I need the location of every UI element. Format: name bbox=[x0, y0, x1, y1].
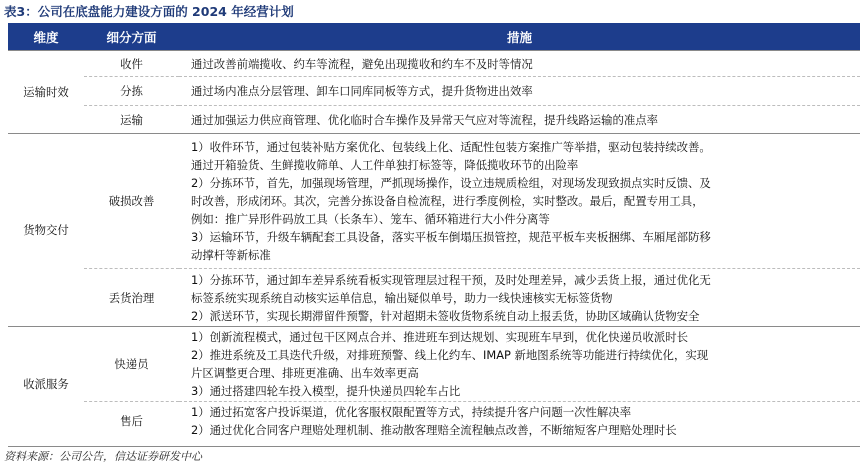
table-header-row bbox=[8, 23, 860, 51]
table-row bbox=[8, 269, 860, 327]
measures-cell bbox=[179, 327, 860, 402]
header-measures: 措施 bbox=[179, 23, 860, 51]
source-note: 资料来源：公司公告，信达证券研发中心 bbox=[4, 450, 202, 463]
measures-cell bbox=[179, 77, 860, 106]
measures-cell bbox=[179, 402, 860, 441]
measure-line: 例如：推广异形件码放工具（长条车）、笼车、循环箱进行大小件分离等 bbox=[191, 212, 550, 226]
measure-line: 3）运输环节，升级车辆配套工具设备，落实平板车倒塌压损管控，规范平板车夹板捆绑、车厢尾部防移 bbox=[191, 230, 711, 244]
measure-line: 2）通过优化合同客户理赔处理机制、推动散客理赔全流程触点改善，不断缩短客户理赔处理时长 bbox=[191, 423, 677, 437]
measures-cell bbox=[179, 51, 860, 77]
table-row bbox=[8, 77, 860, 106]
measure-line: 1）分拣环节，通过卸车差异系统看板实现管理层过程干预，及时处理差异，减少丢货上报，通过优化无 bbox=[191, 272, 711, 287]
measure-line: 通过加强运力供应商管理、优化临时合车操作及异常天气应对等流程，提升线路运输的准点率 bbox=[191, 112, 659, 127]
dimension-cell: 收派服务 bbox=[8, 327, 84, 441]
measure-line: 时改善，形成闭环。其次，完善分拣设备自检流程，进行季度例检，实时整改。最后，配置专用工具， bbox=[191, 194, 704, 208]
measure-line: 2）派送环节，实现长期滞留件预警，针对超期未签收货物系统自动上报丢货，协助区域确认货物安全 bbox=[191, 308, 700, 323]
operating-plan-table bbox=[8, 23, 860, 440]
table-row bbox=[8, 402, 860, 441]
sub-cell: 售后 bbox=[84, 402, 179, 441]
sub-cell: 丢货治理 bbox=[84, 269, 179, 327]
measures-cell bbox=[179, 106, 860, 134]
measure-line: 通过改善前端揽收、约车等流程，避免出现揽收和约车不及时等情况 bbox=[191, 56, 533, 71]
table-row bbox=[8, 51, 860, 77]
sub-cell: 快递员 bbox=[84, 327, 179, 402]
measure-line: 1）收件环节，通过包装补贴方案优化、包装线上化、适配性包装方案推广等举措，驱动包装持续改善。 bbox=[191, 140, 711, 154]
measures-cell bbox=[179, 269, 860, 327]
dimension-cell: 货物交付 bbox=[8, 134, 84, 327]
sub-cell: 运输 bbox=[84, 106, 179, 134]
header-sub: 细分方面 bbox=[84, 23, 179, 51]
measure-line: 2）推进系统及工具迭代升级，对排班预警、线上化约车、IMAP 新地图系统等功能进行持续优化，实现 bbox=[191, 348, 709, 362]
dimension-cell: 运输时效 bbox=[8, 51, 84, 134]
sub-cell: 分拣 bbox=[84, 77, 179, 106]
measure-line: 动撑杆等新标准 bbox=[191, 248, 271, 262]
measure-line: 1）创新流程模式，通过包干区网点合并、推进班车到达规划、实现班车早到，优化快递员收派时长 bbox=[191, 330, 689, 344]
measure-line: 3）通过搭建四轮车投入模型，提升快递员四轮车占比 bbox=[191, 384, 461, 398]
measure-line: 片区调整更合理、排班更准确、出车效率更高 bbox=[191, 366, 419, 380]
measures-cell bbox=[179, 134, 860, 269]
table-row bbox=[8, 106, 860, 134]
sub-cell: 破损改善 bbox=[84, 134, 179, 269]
table-row bbox=[8, 327, 860, 402]
measure-line: 通过开箱验货、生鲜揽收筛单、人工件单独打标签等，降低揽收环节的出险率 bbox=[191, 158, 579, 172]
table-bottom-rule bbox=[8, 446, 860, 447]
sub-cell: 收件 bbox=[84, 51, 179, 77]
measure-line: 1）通过拓宽客户投诉渠道，优化客服权限配置等方式，持续提升客户问题一次性解决率 bbox=[191, 405, 632, 419]
measure-line: 通过场内准点分层管理、卸车口同库同板等方式，提升货物进出效率 bbox=[191, 84, 533, 98]
measure-line: 标签系统实现系统自动核实运单信息，输出疑似单号，助力一线快速核实无标签货物 bbox=[191, 290, 613, 305]
table-row bbox=[8, 134, 860, 269]
table-title: 表3：公司在底盘能力建设方面的 2024 年经营计划 bbox=[4, 4, 294, 19]
measure-line: 2）分拣环节，首先，加强现场管理，严抓现场操作，设立违规质检组，对现场发现致损点实时反馈、及 bbox=[191, 176, 711, 190]
header-dimension: 维度 bbox=[8, 23, 84, 51]
